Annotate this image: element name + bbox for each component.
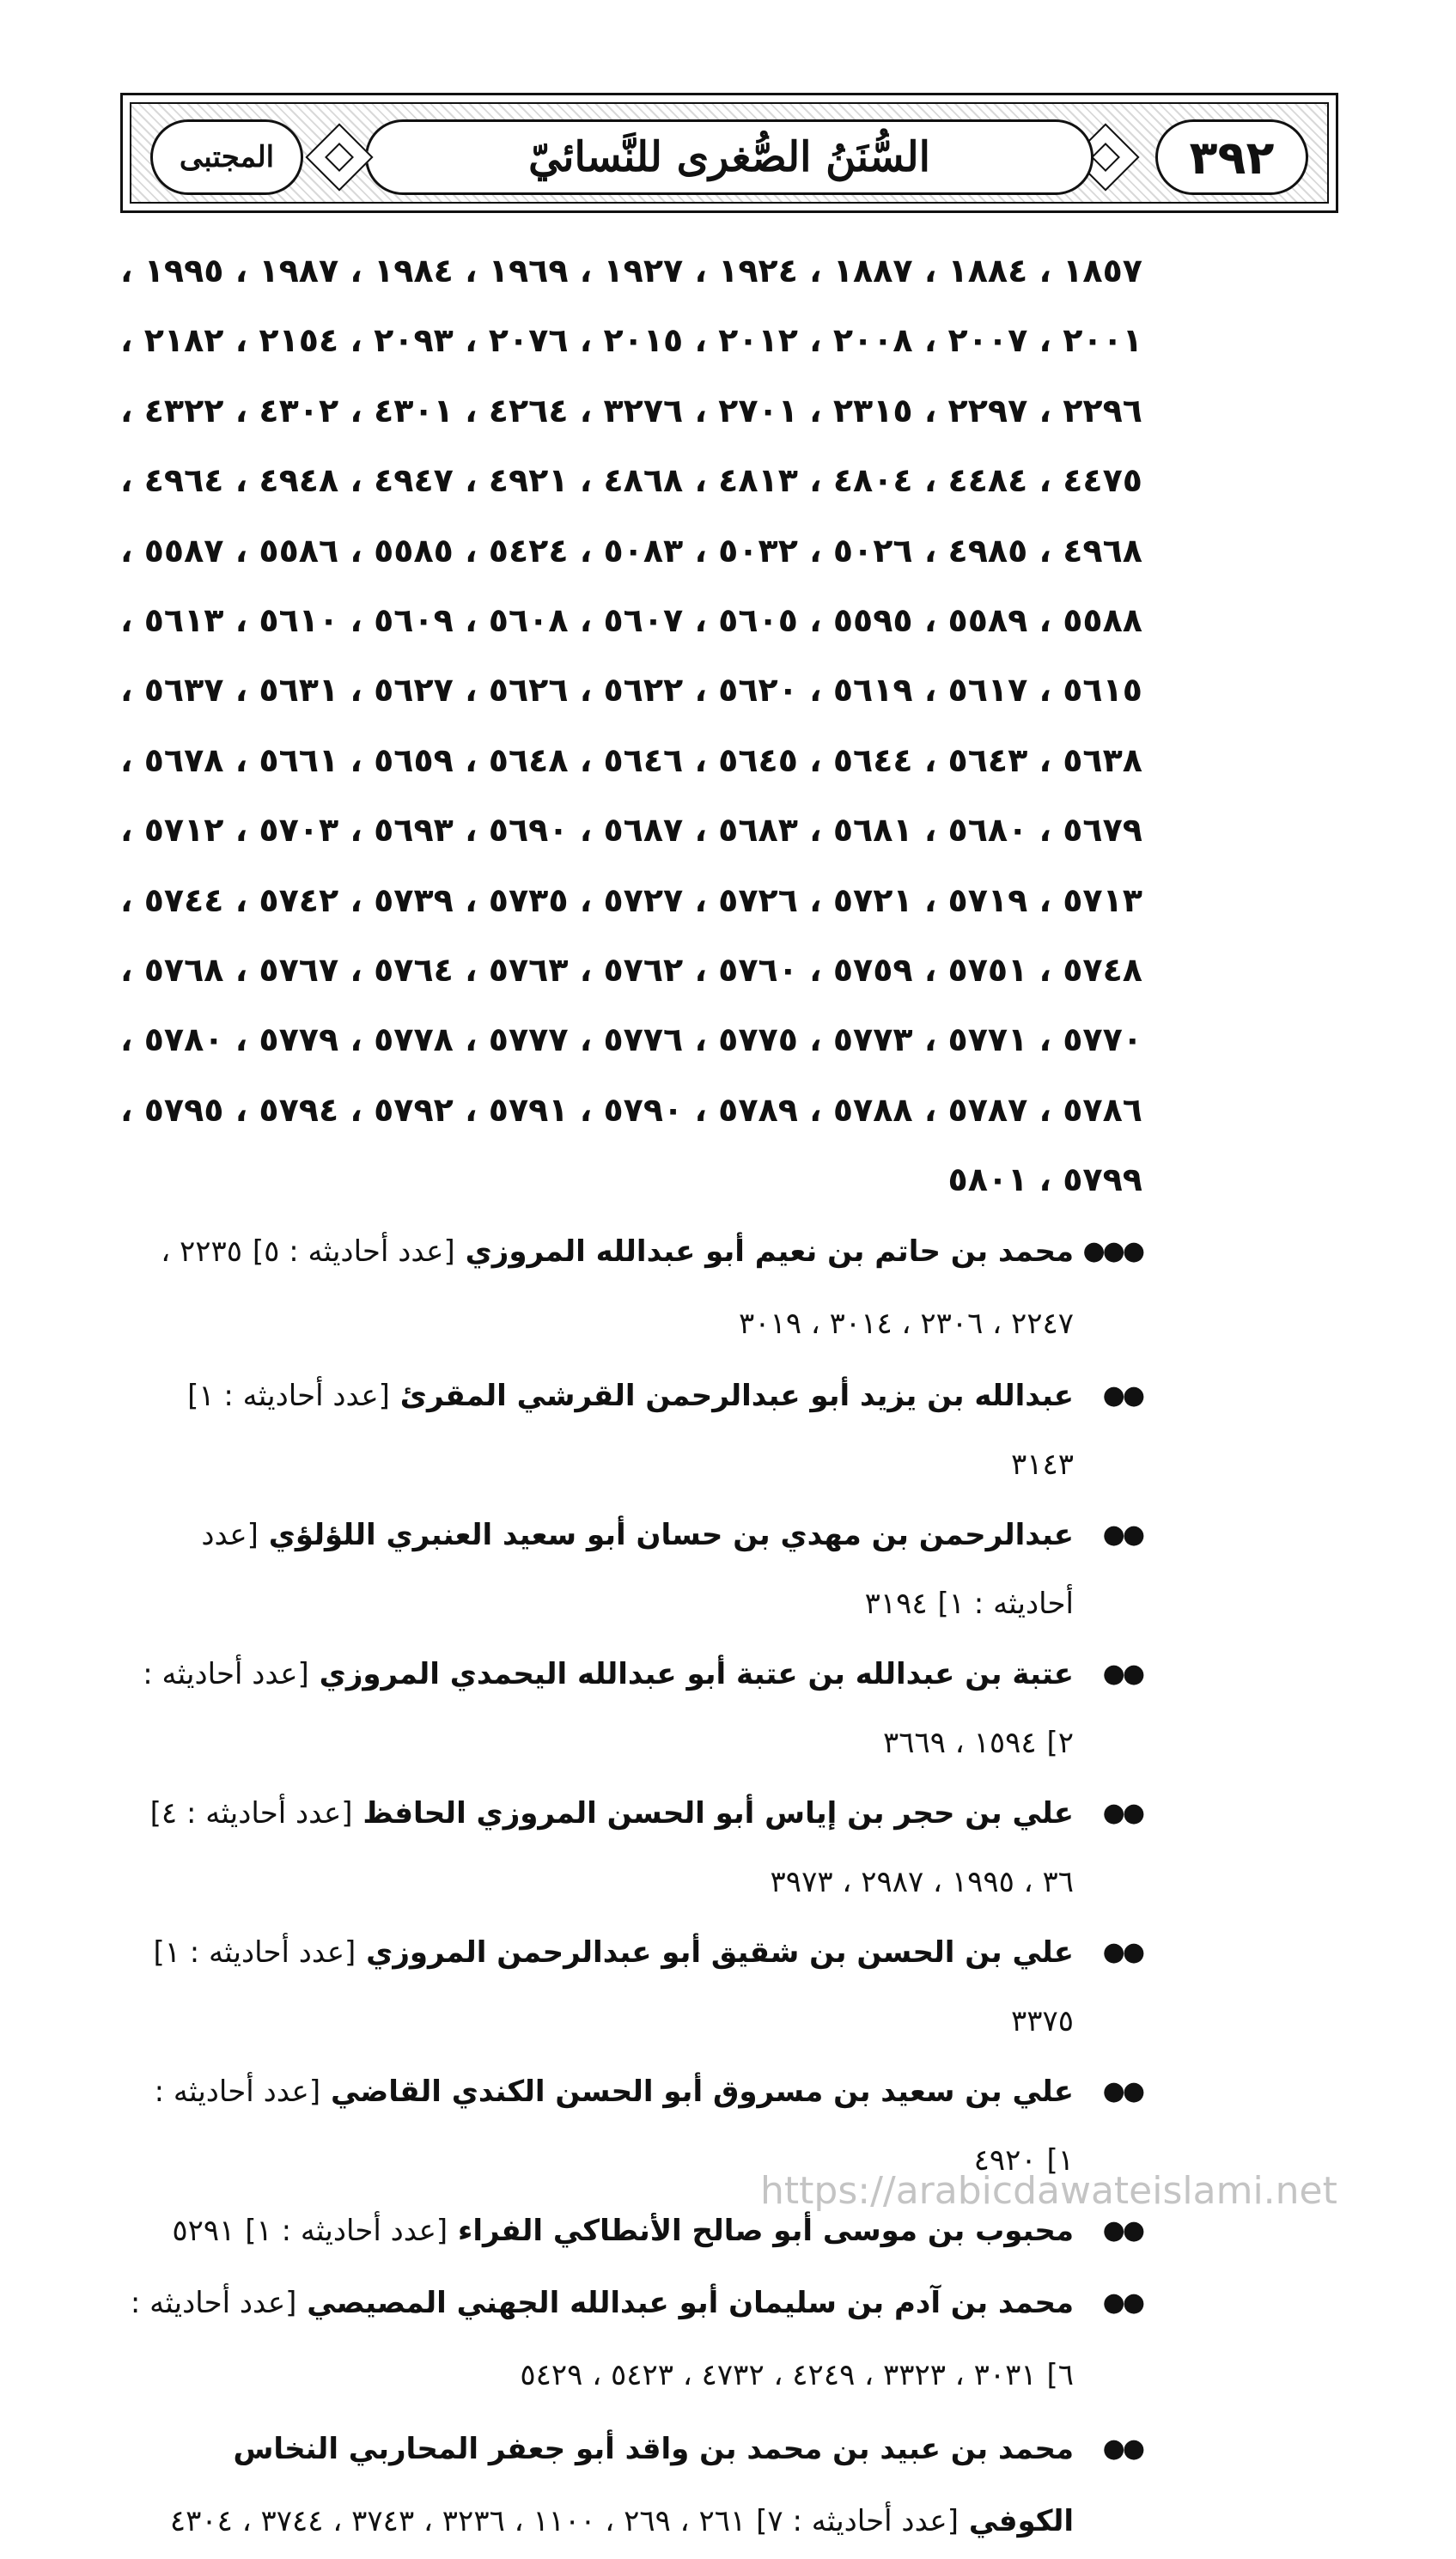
narrator-name: محبوب بن موسى أبو صالح الأنطاكي الفراء bbox=[457, 2214, 1074, 2248]
hadith-count: [عدد أحاديثه : ١] bbox=[245, 2214, 448, 2248]
hadith-count: [عدد أحاديثه : ١] bbox=[154, 2075, 1074, 2178]
number-line: ٥٦٧٩ ، ٥٦٨٠ ، ٥٦٨١ ، ٥٦٨٣ ، ٥٦٨٧ ، ٥٦٩٠ ، ٥٦٩٣ ، ٥٧٠٣ ، ٥٧١٢ ، bbox=[120, 811, 1142, 850]
hadith-numbers: ٣٠٣١ ، ٣٣٢٣ ، ٤٢٤٩ ، ٤٧٣٢ ، ٥٤٢٣ ، ٥٤٢٩ bbox=[520, 2358, 1037, 2392]
series-label: المجتبى bbox=[179, 140, 275, 174]
number-line: ٤٤٧٥ ، ٤٤٨٤ ، ٤٨٠٤ ، ٤٨١٣ ، ٤٨٦٨ ، ٤٩٢١ ، ٤٩٤٧ ، ٤٩٤٨ ، ٤٩٦٤ ، bbox=[120, 461, 1142, 500]
hadith-count: [عدد أحاديثه : ٦] bbox=[130, 2286, 1074, 2392]
narrator-entry bbox=[129, 1640, 1142, 1777]
hadith-numbers: ٣١٩٤ bbox=[864, 1587, 928, 1621]
number-line: ٥٥٨٨ ، ٥٥٨٩ ، ٥٥٩٥ ، ٥٦٠٥ ، ٥٦٠٧ ، ٥٦٠٨ ، ٥٦٠٩ ، ٥٦١٠ ، ٥٦١٣ ، bbox=[120, 600, 1142, 639]
bullet-marker: ●● bbox=[1102, 1520, 1142, 1550]
bullet-marker: ●● bbox=[1102, 2288, 1142, 2318]
narrator-entry bbox=[129, 1501, 1142, 1638]
bullet-marker: ●● bbox=[1102, 2215, 1142, 2245]
narrator-name: محمد بن آدم بن سليمان أبو عبدالله الجهني المصيصي bbox=[307, 2286, 1074, 2320]
hadith-numbers: ١٥٩٤ ، ٣٦٦٩ bbox=[882, 1726, 1037, 1760]
bullet-marker: ●● bbox=[1102, 2434, 1142, 2464]
number-line: ٥٧١٣ ، ٥٧١٩ ، ٥٧٢١ ، ٥٧٢٦ ، ٥٧٢٧ ، ٥٧٣٥ ، ٥٧٣٩ ، ٥٧٤٢ ، ٥٧٤٤ ، bbox=[120, 880, 1142, 919]
narrator-name: عبدالله بن يزيد أبو عبدالرحمن القرشي المقرئ bbox=[399, 1379, 1074, 1413]
bullet-marker: ●● bbox=[1102, 1659, 1142, 1689]
series-cartouche bbox=[150, 119, 303, 195]
bullet-marker: ●● bbox=[1102, 2076, 1142, 2106]
hadith-count: [عدد أحاديثه : ١] bbox=[187, 1379, 390, 1413]
narrator-name: علي بن سعيد بن مسروق أبو الحسن الكندي القاضي bbox=[330, 2075, 1074, 2109]
hadith-numbers: ٥٢٩١ bbox=[172, 2214, 235, 2248]
bullet-marker: ●● bbox=[1102, 1380, 1142, 1410]
watermark-url: https://arabicdawateislami.net bbox=[760, 2169, 1337, 2213]
hadith-count: [عدد أحاديثه : ١] bbox=[153, 1935, 356, 1970]
hadith-count: [عدد أحاديثه : ٧] bbox=[756, 2504, 959, 2538]
narrator-name: محمد بن حاتم بن نعيم أبو عبدالله المروزي bbox=[465, 1234, 1074, 1269]
number-line: ٥٧٧٠ ، ٥٧٧١ ، ٥٧٧٣ ، ٥٧٧٥ ، ٥٧٧٦ ، ٥٧٧٧ ، ٥٧٧٨ ، ٥٧٧٩ ، ٥٧٨٠ ، bbox=[120, 1021, 1142, 1059]
page-number-cartouche bbox=[1155, 119, 1308, 195]
narrator-name: علي بن الحسن بن شقيق أبو عبدالرحمن المروزي bbox=[366, 1935, 1074, 1970]
number-line: ٥٧٩٩ ، ٥٨٠١ bbox=[947, 1161, 1142, 1199]
number-line: ٢٠٠١ ، ٢٠٠٧ ، ٢٠٠٨ ، ٢٠١٢ ، ٢٠١٥ ، ٢٠٧٦ ، ٢٠٩٣ ، ٢١٥٤ ، ٢١٨٢ ، bbox=[120, 321, 1142, 360]
page-number: ٣٩٢ bbox=[1189, 130, 1275, 185]
narrator-entry bbox=[129, 1918, 1142, 2056]
number-line: ٥٦١٥ ، ٥٦١٧ ، ٥٦١٩ ، ٥٦٢٠ ، ٥٦٢٢ ، ٥٦٢٦ ، ٥٦٢٧ ، ٥٦٣١ ، ٥٦٣٧ ، bbox=[120, 671, 1142, 710]
ornamental-border bbox=[130, 102, 1329, 204]
narrator-entry bbox=[129, 2413, 1142, 2557]
number-line: ٤٩٦٨ ، ٤٩٨٥ ، ٥٠٢٦ ، ٥٠٣٢ ، ٥٠٨٣ ، ٥٤٢٤ ، ٥٥٨٥ ، ٥٥٨٦ ، ٥٥٨٧ ، bbox=[120, 531, 1142, 570]
narrator-entry bbox=[129, 1779, 1142, 1916]
bullet-marker: ●●● bbox=[1082, 1236, 1142, 1266]
narrator-entry bbox=[129, 1216, 1142, 1360]
hadith-count: [عدد أحاديثه : ٥] bbox=[252, 1234, 455, 1269]
number-line: ٥٧٨٦ ، ٥٧٨٧ ، ٥٧٨٨ ، ٥٧٨٩ ، ٥٧٩٠ ، ٥٧٩١ ، ٥٧٩٢ ، ٥٧٩٤ ، ٥٧٩٥ ، bbox=[120, 1090, 1142, 1129]
hadith-numbers: ٣٦ ، ١٩٩٥ ، ٢٩٨٧ ، ٣٩٧٣ bbox=[770, 1865, 1074, 1899]
hadith-numbers: ٢٦١ ، ٢٦٩ ، ١١٠٠ ، ٣٢٣٦ ، ٣٧٤٣ ، ٣٧٤٤ ، ٤٣٠٤ bbox=[169, 2504, 746, 2538]
bullet-marker: ●● bbox=[1102, 1798, 1142, 1828]
title-cartouche bbox=[365, 119, 1094, 195]
number-line: ٥٧٤٨ ، ٥٧٥١ ، ٥٧٥٩ ، ٥٧٦٠ ، ٥٧٦٢ ، ٥٧٦٣ ، ٥٧٦٤ ، ٥٧٦٧ ، ٥٧٦٨ ، bbox=[120, 950, 1142, 989]
narrator-entry bbox=[129, 1362, 1142, 1499]
number-line: ٢٢٩٦ ، ٢٢٩٧ ، ٢٣١٥ ، ٢٧٠١ ، ٣٢٧٦ ، ٤٢٦٤ ، ٤٣٠١ ، ٤٣٠٢ ، ٤٣٢٢ ، bbox=[120, 391, 1142, 430]
narrator-entries bbox=[129, 1216, 1142, 2559]
hadith-number-list bbox=[120, 236, 1142, 1215]
bullet-marker: ●● bbox=[1102, 1937, 1142, 1967]
hadith-count: [عدد أحاديثه : ٤] bbox=[149, 1796, 353, 1831]
hadith-numbers: ٢٢٣٥ ، ٢٢٤٧ ، ٢٣٠٦ ، ٣٠١٤ ، ٣٠١٩ bbox=[161, 1234, 1074, 1341]
hadith-numbers: ٣١٤٣ bbox=[1010, 1447, 1074, 1482]
narrator-name: محمد بن عبيد بن محمد بن واقد أبو جعفر المحاربي النخاس الكوفي bbox=[233, 2432, 1074, 2538]
book-title: السُّنَنُ الصُّغرى للنَّسائيّ bbox=[528, 133, 930, 181]
hadith-count: [عدد أحاديثه : ٢] bbox=[143, 1657, 1074, 1760]
narrator-name: عبدالرحمن بن مهدي بن حسان أبو سعيد العنبري اللؤلؤي bbox=[268, 1518, 1074, 1552]
hadith-count: [عدد أحاديثه : ١] bbox=[201, 1518, 1074, 1621]
page-header-frame bbox=[120, 93, 1338, 213]
narrator-name: علي بن حجر بن إياس أبو الحسن المروزي الحافظ bbox=[362, 1796, 1074, 1831]
hadith-numbers: ٤٩٢٠ bbox=[973, 2143, 1037, 2178]
header-ornament-left bbox=[305, 123, 373, 191]
number-line: ١٨٥٧ ، ١٨٨٤ ، ١٨٨٧ ، ١٩٢٤ ، ١٩٢٧ ، ١٩٦٩ ، ١٩٨٤ ، ١٩٨٧ ، ١٩٩٥ ، bbox=[120, 252, 1142, 289]
number-line: ٥٦٣٨ ، ٥٦٤٣ ، ٥٦٤٤ ، ٥٦٤٥ ، ٥٦٤٦ ، ٥٦٤٨ ، ٥٦٥٩ ، ٥٦٦١ ، ٥٦٧٨ ، bbox=[120, 740, 1142, 779]
narrator-name: عتبة بن عبدالله بن عتبة أبو عبدالله اليحمدي المروزي bbox=[319, 1657, 1074, 1691]
narrator-entry bbox=[129, 2267, 1142, 2411]
hadith-numbers: ٣٣٧٥ bbox=[1010, 2004, 1074, 2038]
